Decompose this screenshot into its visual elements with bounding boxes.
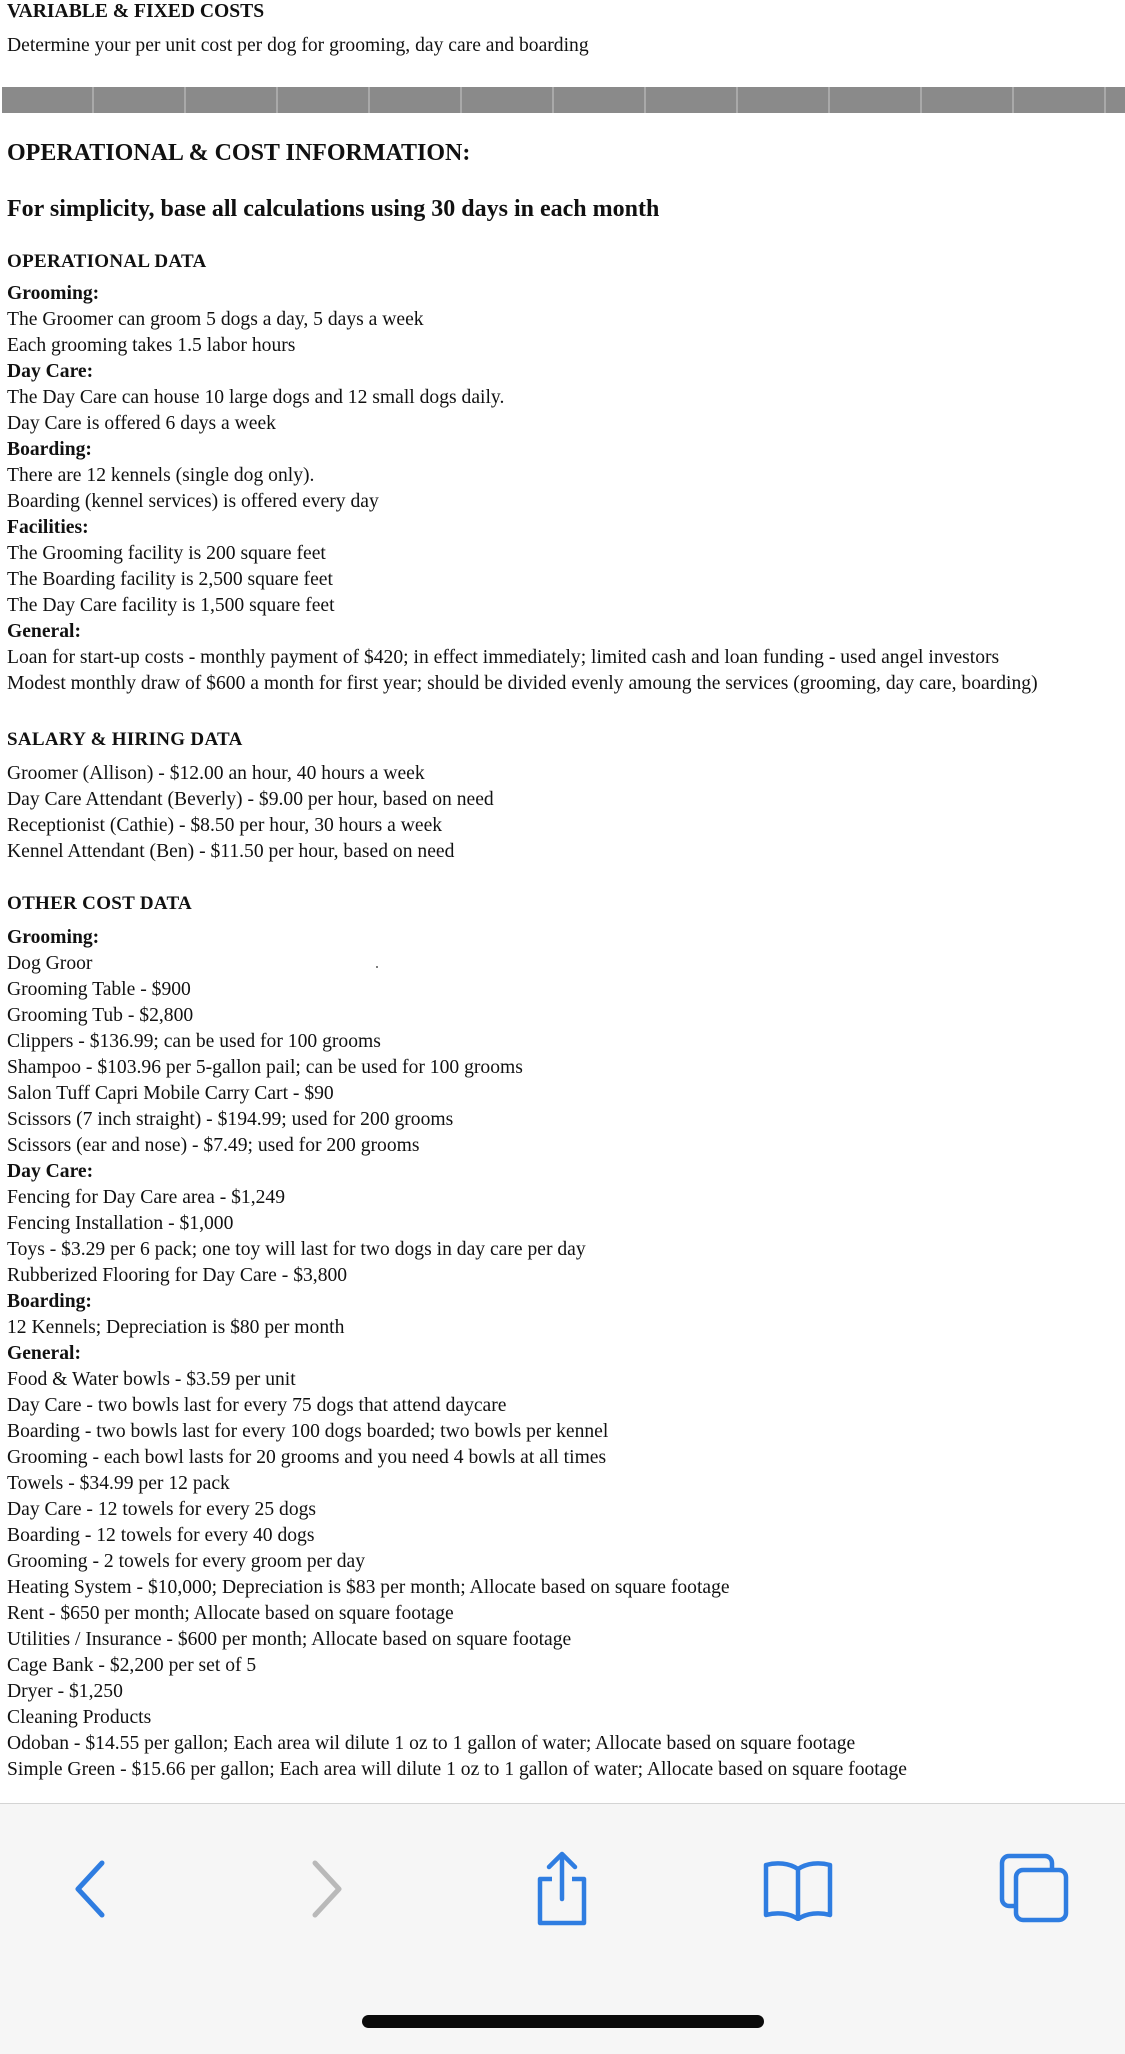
list-item: Dog Groor — [7, 953, 93, 974]
list-item: 12 Kennels; Depreciation is $80 per month — [7, 1317, 345, 1338]
list-item: Day Care - two bowls last for every 75 dogs that attend daycare — [7, 1395, 507, 1416]
list-item: Fencing Installation - $1,000 — [7, 1213, 234, 1234]
list-item: Utilities / Insurance - $600 per month; Allocate based on square footage — [7, 1629, 572, 1650]
list-item: Shampoo - $103.96 per 5-gallon pail; can be used for 100 grooms — [7, 1057, 523, 1078]
list-item: Receptionist (Cathie) - $8.50 per hour, 30 hours a week — [7, 815, 443, 836]
list-item: Boarding - 12 towels for every 40 dogs — [7, 1525, 315, 1546]
other-cost-list — [7, 925, 907, 1783]
subsection-label: Boarding: — [7, 1291, 92, 1312]
tabs-icon — [998, 1852, 1072, 1926]
list-item: Each grooming takes 1.5 labor hours — [7, 335, 296, 356]
stray-dot — [376, 966, 378, 968]
list-item: Groomer (Allison) - $12.00 an hour, 40 hours a week — [7, 763, 425, 784]
list-item: Simple Green - $15.66 per gallon; Each area will dilute 1 oz to 1 gallon of water; Allocate based on square footage — [7, 1759, 907, 1780]
share-icon — [530, 1849, 594, 1929]
bookmarks-button[interactable] — [758, 1844, 838, 1934]
subsection-label: General: — [7, 621, 81, 642]
subsection-label: Grooming: — [7, 283, 100, 304]
list-item: Scissors (ear and nose) - $7.49; used for 200 grooms — [7, 1135, 420, 1156]
table-header-bar — [2, 87, 1125, 113]
list-item: Modest monthly draw of $600 a month for first year; should be divided evenly amoung the services (grooming, day care, boarding) — [7, 673, 1038, 694]
subsection-label: Grooming: — [7, 927, 100, 948]
home-indicator — [362, 2015, 764, 2028]
list-item: Boarding (kennel services) is offered every day — [7, 491, 379, 512]
list-item: The Boarding facility is 2,500 square feet — [7, 569, 333, 590]
list-item: Grooming - each bowl lasts for 20 grooms and you need 4 bowls at all times — [7, 1447, 607, 1468]
list-item: Fencing for Day Care area - $1,249 — [7, 1187, 286, 1208]
list-item: Food & Water bowls - $3.59 per unit — [7, 1369, 296, 1390]
page-title: VARIABLE & FIXED COSTS — [7, 1, 265, 22]
list-item: Day Care - 12 towels for every 25 dogs — [7, 1499, 317, 1520]
back-icon — [72, 1857, 112, 1921]
list-item: Loan for start-up costs - monthly payment of $420; in effect immediately; limited cash and loan funding - used angel investors — [7, 647, 1000, 668]
list-item: Grooming Tub - $2,800 — [7, 1005, 194, 1026]
bookmarks-icon — [761, 1857, 835, 1921]
operational-data-title: OPERATIONAL DATA — [7, 251, 207, 272]
list-item: There are 12 kennels (single dog only). — [7, 465, 315, 486]
other-cost-section — [7, 891, 907, 1783]
list-item: Clippers - $136.99; can be used for 100 grooms — [7, 1031, 381, 1052]
list-item: Cleaning Products — [7, 1707, 152, 1728]
salary-data-title: SALARY & HIRING DATA — [7, 729, 243, 750]
list-item: Boarding - two bowls last for every 100 dogs boarded; two bowls per kennel — [7, 1421, 609, 1442]
subsection-label: Day Care: — [7, 1161, 94, 1182]
list-item: Day Care is offered 6 days a week — [7, 413, 276, 434]
other-cost-title: OTHER COST DATA — [7, 893, 193, 914]
subsection-label: Facilities: — [7, 517, 89, 538]
salary-data-list — [7, 761, 494, 865]
forward-icon — [305, 1857, 345, 1921]
page-subtitle: Determine your per unit cost per dog for grooming, day care and boarding — [7, 35, 589, 56]
salary-data-section — [7, 727, 494, 865]
section-heading-main: OPERATIONAL & COST INFORMATION: — [7, 140, 471, 166]
list-item: Cage Bank - $2,200 per set of 5 — [7, 1655, 257, 1676]
list-item: Toys - $3.29 per 6 pack; one toy will last for two dogs in day care per day — [7, 1239, 586, 1260]
list-item: Heating System - $10,000; Depreciation is $83 per month; Allocate based on square footage — [7, 1577, 730, 1598]
list-item: The Grooming facility is 200 square feet — [7, 543, 326, 564]
tabs-button[interactable] — [995, 1844, 1075, 1934]
list-item: Scissors (7 inch straight) - $194.99; used for 200 grooms — [7, 1109, 454, 1130]
list-item: Day Care Attendant (Beverly) - $9.00 per hour, based on need — [7, 789, 494, 810]
list-item: Rent - $650 per month; Allocate based on square footage — [7, 1603, 454, 1624]
list-item: Odoban - $14.55 per gallon; Each area wil dilute 1 oz to 1 gallon of water; Allocate based on square footage — [7, 1733, 856, 1754]
list-item: Towels - $34.99 per 12 pack — [7, 1473, 230, 1494]
operational-data-section — [7, 249, 1038, 697]
share-button[interactable] — [522, 1844, 602, 1934]
list-item: The Day Care facility is 1,500 square feet — [7, 595, 335, 616]
subsection-label: Day Care: — [7, 361, 94, 382]
back-button[interactable] — [52, 1844, 132, 1934]
list-item: Rubberized Flooring for Day Care - $3,800 — [7, 1265, 348, 1286]
list-item: The Day Care can house 10 large dogs and 12 small dogs daily. — [7, 387, 505, 408]
list-item: The Groomer can groom 5 dogs a day, 5 days a week — [7, 309, 424, 330]
list-item: Salon Tuff Capri Mobile Carry Cart - $90 — [7, 1083, 334, 1104]
list-item: Kennel Attendant (Ben) - $11.50 per hour, based on need — [7, 841, 455, 862]
list-item: Grooming - 2 towels for every groom per day — [7, 1551, 366, 1572]
operational-data-list — [7, 281, 1038, 697]
forward-button[interactable] — [285, 1844, 365, 1934]
list-item: Grooming Table - $900 — [7, 979, 191, 1000]
subsection-label: General: — [7, 1343, 81, 1364]
calculation-note: For simplicity, base all calculations using 30 days in each month — [7, 196, 660, 222]
list-item: Dryer - $1,250 — [7, 1681, 123, 1702]
subsection-label: Boarding: — [7, 439, 92, 460]
